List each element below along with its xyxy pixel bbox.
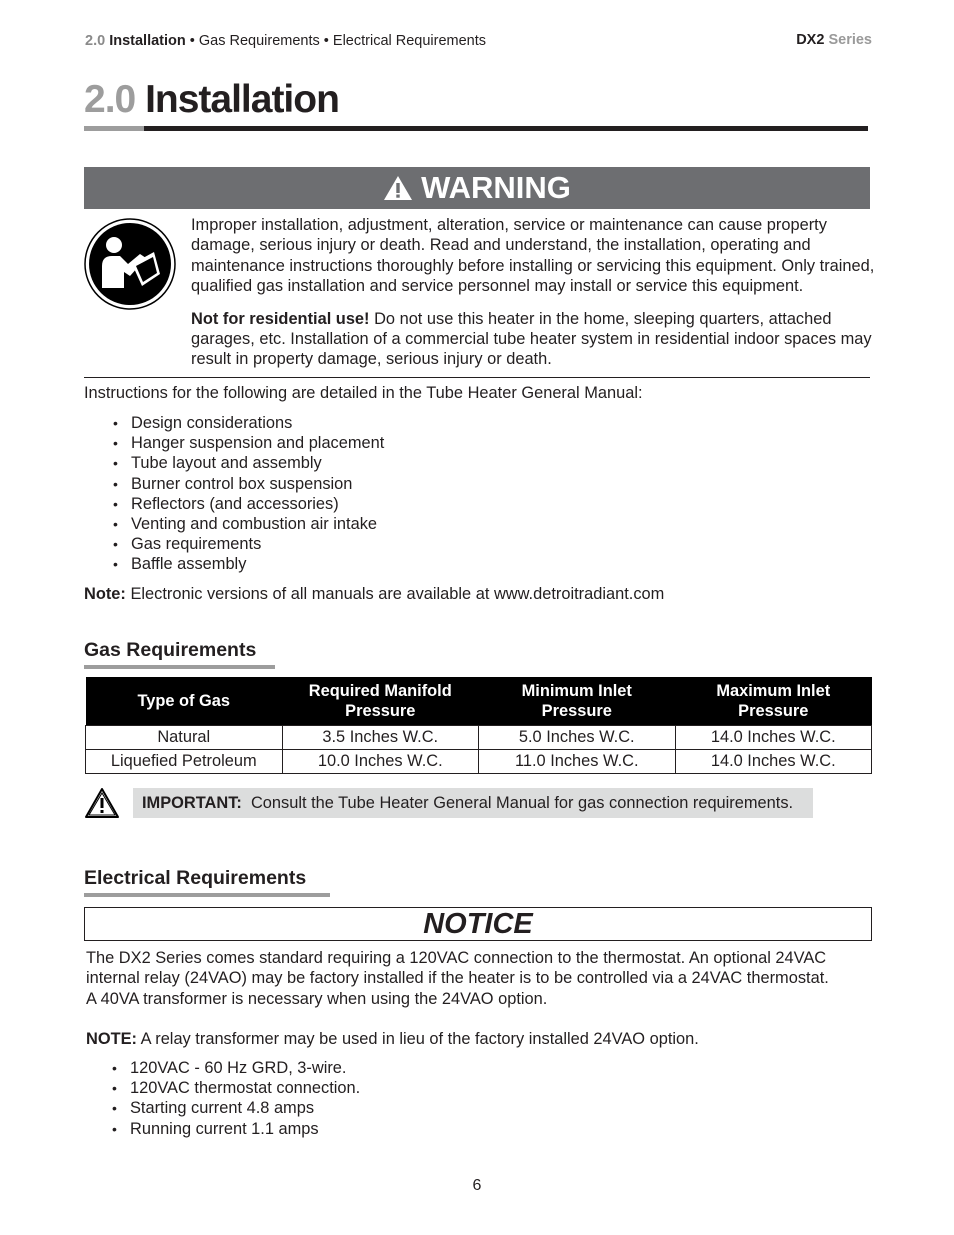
list-item: • 120VAC - 60 Hz GRD, 3-wire. [112, 1058, 360, 1078]
notice-line: internal relay (24VAO) may be factory installed if the heater is to be controlled via a 24VAC thermostat. [86, 969, 829, 988]
warning-paragraph-2 [191, 309, 876, 370]
table-row [86, 750, 872, 774]
notice-text [86, 948, 876, 1009]
note-label: NOTE: [86, 1030, 137, 1048]
manuals-note [84, 585, 664, 604]
topics-list [113, 413, 384, 575]
title-text: Installation [145, 78, 339, 121]
warning-triangle-icon [383, 175, 413, 201]
table-cell: 14.0 Inches W.C. [675, 726, 872, 750]
important-text: Consult the Tube Heater General Manual for gas connection requirements. [241, 793, 794, 812]
relay-note [86, 1030, 699, 1049]
list-item: • Tube layout and assembly [113, 453, 384, 473]
title-rule-accent [84, 126, 144, 131]
title-number: 2.0 [84, 78, 136, 121]
list-item: • Running current 1.1 amps [112, 1119, 360, 1139]
warning-paragraph-2-text: Do not use this heater in the home, sleeping quarters, attached garages, etc. Installation of a commercial tube heater system in residential indoor spaces may result in property damage, serious injury or death. [191, 309, 872, 369]
table-cell: 3.5 Inches W.C. [282, 726, 479, 750]
warning-label: WARNING [421, 170, 571, 205]
list-item: • Gas requirements [113, 534, 384, 554]
important-callout [133, 788, 813, 818]
warning-paragraph-1: Improper installation, adjustment, alteration, service or maintenance can cause property damage, serious injury or death. Read and understand, the installation, operating and maintenance instructions thoroughly before installing or servicing this equipment. Only trained, qualified gas installation and service personnel may install or service this equipment. [191, 216, 875, 296]
list-item: • Starting current 4.8 amps [112, 1098, 360, 1118]
running-header-product [796, 32, 872, 48]
list-item: • Venting and combustion air intake [113, 514, 384, 534]
warning-emphasis: Not for residential use! [191, 309, 370, 328]
table-row [86, 726, 872, 750]
notice-line: A 40VA transformer is necessary when using the 24VAO option. [86, 989, 548, 1008]
caution-triangle-icon [84, 787, 120, 819]
gas-heading-rule [84, 665, 275, 669]
list-item: • Reflectors (and accessories) [113, 494, 384, 514]
note-text: A relay transformer may be used in lieu of the factory installed 24VAO option. [137, 1030, 699, 1048]
table-header-row [86, 677, 872, 726]
gas-requirements-table [85, 677, 872, 774]
header-product: DX2 [796, 32, 825, 48]
running-header-breadcrumb [85, 33, 486, 49]
table-cell: 10.0 Inches W.C. [282, 750, 479, 774]
column-header: Type of Gas [86, 677, 283, 726]
note-text: Electronic versions of all manuals are available at www.detroitradiant.com [125, 585, 665, 603]
important-label: IMPORTANT: [142, 793, 242, 812]
note-label: Note: [84, 585, 126, 603]
warning-rule [84, 377, 870, 378]
column-header: Required Manifold Pressure [282, 677, 479, 726]
gas-requirements-heading: Gas Requirements [84, 639, 257, 661]
column-header: Minimum Inlet Pressure [479, 677, 676, 726]
electrical-requirements-heading: Electrical Requirements [84, 867, 307, 889]
header-section-title: Installation [109, 33, 186, 49]
list-item: • 120VAC thermostat connection. [112, 1078, 360, 1098]
read-manual-icon [84, 218, 176, 310]
electrical-heading-rule [84, 893, 330, 897]
warning-text [191, 215, 876, 370]
header-section-number: 2.0 [85, 33, 106, 49]
list-item: • Design considerations [113, 413, 384, 433]
table-cell: 11.0 Inches W.C. [479, 750, 676, 774]
notice-banner [84, 907, 872, 941]
title-rule [144, 126, 868, 131]
intro-text: Instructions for the following are detailed in the Tube Heater General Manual: [84, 384, 643, 402]
notice-line: The DX2 Series comes standard requiring a 120VAC connection to the thermostat. An optional 24VAC [86, 949, 827, 967]
list-item: • Hanger suspension and placement [113, 433, 384, 453]
warning-banner [84, 167, 870, 209]
column-header: Maximum Inlet Pressure [675, 677, 872, 726]
header-subsections: • Gas Requirements • Electrical Requirements [185, 33, 487, 49]
page-title [84, 78, 339, 122]
header-series: Series [828, 32, 872, 48]
list-item: • Baffle assembly [113, 554, 384, 574]
table-cell: Natural [86, 726, 283, 750]
table-cell: 14.0 Inches W.C. [675, 750, 872, 774]
list-item: • Burner control box suspension [113, 474, 384, 494]
table-cell: 5.0 Inches W.C. [479, 726, 676, 750]
table-cell: Liquefied Petroleum [86, 750, 283, 774]
notice-label: NOTICE [423, 907, 533, 940]
electrical-specs-list [112, 1058, 360, 1139]
page-number: 6 [472, 1177, 482, 1194]
